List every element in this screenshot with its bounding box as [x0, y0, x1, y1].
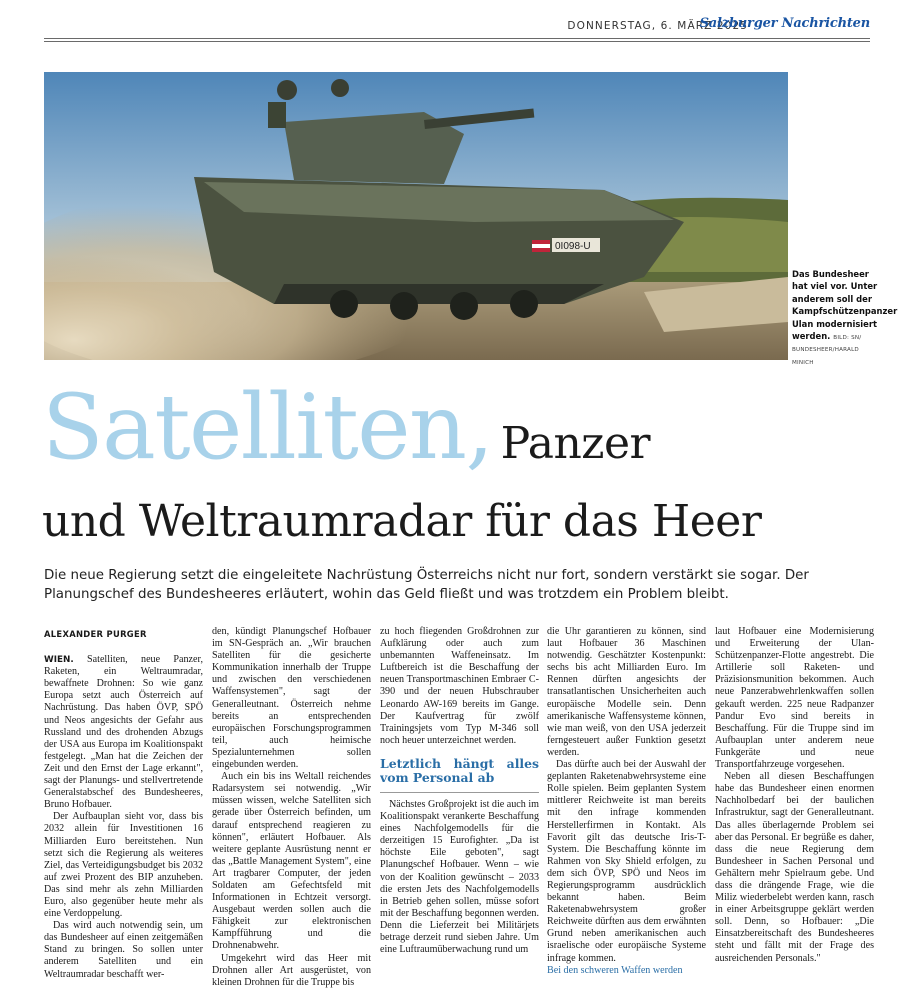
paragraph: Neben all diesen Beschaffungen habe das Bundesheer einen enormen Nachholbedarf bei der baulichen Infrastruktur, sagt der Generalleutnant. Das alles überlagernde Problem sei aber das Personal. Er begrüße es daher, dass die neue Regierung dem Bundesheer in Sachen Personal und Gehältern mehr Spielraum gebe. Und dass die drängende Frage, wie die Miliz wiederbelebt werden kann, rasch in einer Arbeitsgruppe geklärt werden soll. Denn, so Hofbauer: „Die Einsatzbereitschaft des Bundesheeres steht und fällt mit der Frage des ausreichenden Personals." — [715, 771, 874, 964]
subheading-inline: Bei den schweren Waffen werden — [547, 964, 683, 976]
paragraph: Der Aufbauplan sieht vor, dass bis 2032 allein für Investitionen 16 Milliarden Euro bereitstehen. Nun setzt sich die Regierung als weiteres Ziel, das Verteidigungsbudget bis 2032 auf zwei Prozent des BIP anzuheben. Das sind mehr als zehn Milliarden Euro, also gegenüber heute mehr als eine Verdoppelung. — [44, 811, 203, 920]
paragraph: laut Hofbauer eine Modernisierung und Erweiterung der Ulan-Schützenpanzer-Flotte angestrebt. Die Artillerie soll Raketen- und Präzisionsmunition bekommen. Auch neue Panzerabwehrlenkwaffen sollen gekauft werden. 225 neue Radpanzer Pandur Evo sind bereits in Beschaffung. Für die Truppe sind im Aufbauplan unter anderem neue Funkgeräte und neue Transportfahrzeuge vorgesehen. — [715, 626, 874, 771]
article-photo — [44, 72, 788, 360]
paragraph — [547, 965, 706, 977]
paragraph: Das wird auch notwendig sein, um das Bundesheer auf einen zeitgemäßen Stand zu bringen. So sollen unter anderem Satelliten und ein Weltraumradar beschafft wer- — [44, 920, 203, 980]
dateline: WIEN. — [44, 655, 74, 666]
vehicle-plate: 0I098-U — [555, 241, 591, 252]
header-rule — [44, 38, 870, 42]
paragraph: zu hoch fliegenden Großdrohnen zur Aufklärung oder auch zum unbemannten Waffeneinsatz. Im Luftbereich ist die Beschaffung der neuen Transportmaschinen Embraer C-390 und der neuen Hubschrauber Leonardo AW-169 bereits im Gange. Der Kaufvertrag für zwölf Trainingsjets vom Typ M-346 soll noch heuer unterzeichnet werden. — [380, 626, 539, 746]
paragraph: Nächstes Großprojekt ist die auch im Koalitionspakt verankerte Beschaffung eines Nachfolgemodells für die derzeitigen 15 Eurofighter. „Da ist höchste Eile geboten", sagt Planungschef Hofbauer. Wenn – wie von der Koalition gewünscht – 2033 die ersten Jets des Nachfolgemodells in Betrieb gehen sollen, müsse sofort mit der Beschaffung begonnen werden. Denn die Lieferzeit bei Militärjets betrage derzeit rund sieben Jahre. Um eine Luftraumüberwachung rund um — [380, 798, 539, 956]
subheading: Letztlich hängt alles vom Personal ab — [380, 757, 539, 793]
paragraph: Umgekehrt wird das Heer mit Drohnen aller Art ausgerüstet, von kleinen Drohnen für die Truppe bis — [212, 952, 371, 988]
column-2 — [212, 626, 371, 998]
column-1 — [44, 626, 203, 998]
article-lead: Die neue Regierung setzt die eingeleitete Nachrüstung Österreichs nicht nur fort, sondern verstärkt sie sogar. Der Planungschef des Bundesheeres erläutert, wohin das Geld fließt und was trotzdem ein Problem bleibt. — [44, 568, 809, 602]
headline-part-1: Panzer — [500, 418, 651, 469]
page-header — [44, 0, 870, 44]
column-5 — [715, 626, 874, 998]
caption-text: Das Bundesheer hat viel vor. Unter anderem soll der Kampfschützenpanzer Ulan modernisiert werden. — [792, 269, 898, 342]
issue-date: DONNERSTAG, 6. MÄRZ 2025 — [567, 20, 748, 32]
column-3 — [380, 626, 539, 998]
byline: ALEXANDER PURGER — [44, 629, 147, 639]
paragraph: den, kündigt Planungschef Hofbauer im SN-Gespräch an. „Wir brauchen Satelliten für die gesicherte Kommunikation innerhalb der Truppe und zwischen den verschiedenen Waffensystemen", sagt der Generalleutnant. Österreich nehme bereits an entsprechenden europäischen Forschungsprogrammen teil, auch heimische Spezialunternehmen sollen eingebunden werden. — [212, 626, 371, 771]
headline-line-1 — [42, 368, 650, 488]
paragraph: die Uhr garantieren zu können, sind laut Hofbauer 36 Maschinen notwendig. Geschätzter Kostenpunkt: sechs bis acht Milliarden Euro. Im Rennen dürften angesichts der transatlantischen Unsicherheiten auch europäische Modelle sein. Denn amerikanische Waffensysteme können, wie man weiß, von den USA jederzeit ferngesteuert außer Funktion gesetzt werden. — [547, 626, 706, 758]
paragraph: WIEN. Satelliten, neue Panzer, Raketen, ein Weltraumradar, bewaffnete Drohnen: So wie ganz Europa setzt auch Österreich auf Nachrüstung. Das haben ÖVP, SPÖ und Neos angesichts der Gefahr aus Russland und des drohenden Abzugs der USA aus Europa im Koalitionspakt festgelegt. „Man hat die Zeichen der Zeit und den Ernst der Lage erkannt", sagt der Planungs- und stellvertretende Generalstabschef des Bundesheeres, Bruno Hofbauer. — [44, 654, 203, 811]
headline-highlight: Satelliten, — [42, 375, 493, 480]
newspaper-logo: Salzburger Nachrichten — [699, 16, 870, 31]
paragraph: Auch ein bis ins Weltall reichendes Radarsystem sei notwendig. „Wir müssen wissen, welche Satelliten sich gerade über Österreich befinden, um darauf entsprechend reagieren zu können", erläutert Hofbauer. Als weitere geplante Ausrüstung nennt er das „Battle Management System", eine Art tragbarer Computer, der jeden Soldaten am Gefechtsfeld mit Informationen in Echtzeit versorgt. Ausgebaut werden sollen auch die Fähigkeit zur elektronischen Kampfführung und die Drohnenabwehr. — [212, 771, 371, 952]
paragraph: Das dürfte auch bei der Auswahl der geplanten Raketenabwehrsysteme eine Rolle spielen. Beim geplanten System mittlerer Reichweite ist man bereits mit den infrage kommenden Herstellerfirmen in Kontakt. Als Favorit gilt das deutsche Iris-T-System. Die Beschaffung könnte im Rahmen von Sky Shield erfolgen, zu dem sich ÖVP, SPÖ und Neos im Regierungsprogramm ausdrücklich bekannt haben. Beim Raketenabwehrsystem großer Reichweite dürften aus dem erwähnten Grund neben amerikanischen auch israelische oder europäische Systeme infrage kommen. — [547, 759, 706, 964]
column-4 — [547, 626, 706, 998]
armored-vehicle-illustration — [44, 72, 788, 360]
headline-line-2: und Weltraumradar für das Heer — [42, 496, 762, 547]
photo-caption — [792, 268, 898, 367]
photo-credit: BILD: SN/ BUNDESHEER/HARALD MINICH — [792, 335, 862, 366]
article-body — [44, 626, 874, 998]
